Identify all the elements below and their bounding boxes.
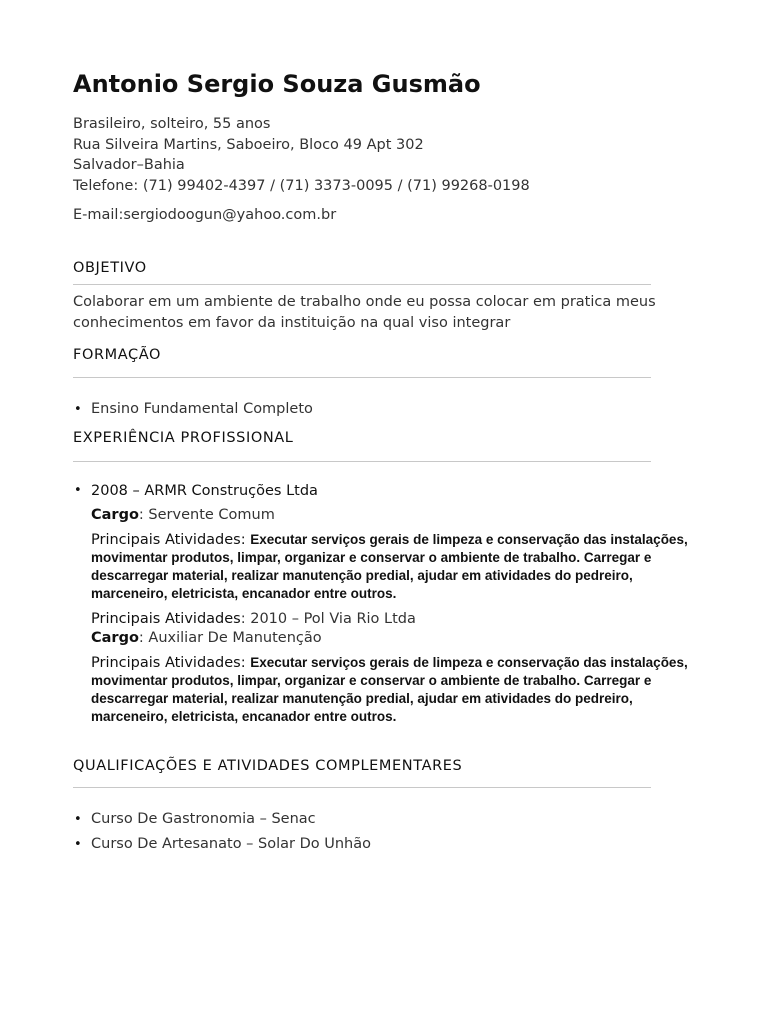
- section-title-qualifications: QUALIFICAÇÕES E ATIVIDADES COMPLEMENTARES: [73, 758, 463, 774]
- phone-numbers: Telefone: (71) 99402-4397 / (71) 3373-0095 / (71) 99268-0198: [73, 177, 530, 194]
- objective-text: Colaborar em um ambiente de trabalho onde eu possa colocar em pratica meus conhecimentos em favor da instituição na qual viso integrar: [73, 294, 656, 331]
- qualifications-list: [73, 807, 371, 857]
- candidate-name: Antonio Sergio Souza Gusmão: [73, 70, 481, 98]
- job-activities: [91, 654, 701, 726]
- activities-separator: :: [240, 655, 251, 671]
- job-title: 2008 – ARMR Construções Ltda: [91, 483, 318, 499]
- bullet-icon: •: [74, 837, 82, 852]
- contact-block: [73, 114, 530, 196]
- job-role: [91, 629, 701, 648]
- bullet-icon: •: [74, 402, 82, 417]
- job-heading: [74, 483, 701, 499]
- section-divider: [73, 377, 651, 378]
- heading-label: Principais Atividades: [91, 611, 241, 627]
- education-list: [73, 397, 313, 422]
- bullet-icon: •: [74, 812, 82, 827]
- role-label: Cargo: [91, 630, 139, 646]
- qualification-item: Curso De Gastronomia – Senac: [91, 811, 316, 827]
- activities-text: Executar serviços gerais de limpeza e conservação das instalações, movimentar produtos, limpar, organizar e conservar o ambiente de trabalho. Carregar e descarregar material, realizar manutenção predial, ajudar em atividades do pedreiro, marceneiro, eletricista, encanador entre outros.: [91, 655, 688, 724]
- section-divider: [73, 787, 651, 788]
- job-title: : 2010 – Pol Via Rio Ltda: [240, 611, 416, 627]
- section-title-education: FORMAÇÃO: [73, 347, 162, 363]
- activities-label: Principais Atividades: [91, 532, 241, 548]
- section-title-objective: OBJETIVO: [73, 260, 147, 276]
- list-item: [74, 832, 371, 857]
- email-address: E-mail:sergiodoogun@yahoo.com.br: [73, 207, 337, 223]
- list-item: [74, 807, 371, 832]
- address-city: Salvador–Bahia: [73, 157, 185, 173]
- role-value: : Auxiliar De Manutenção: [138, 630, 322, 646]
- list-item: [74, 397, 313, 422]
- experience-entry: [74, 483, 701, 726]
- role-label: Cargo: [91, 507, 139, 523]
- qualification-item: Curso De Artesanato – Solar Do Unhão: [91, 836, 371, 852]
- address-street: Rua Silveira Martins, Saboeiro, Bloco 49 Apt 302: [73, 136, 424, 153]
- activities-label: Principais Atividades: [91, 655, 241, 671]
- job-role: [91, 506, 701, 525]
- section-divider: [73, 284, 651, 285]
- education-item: Ensino Fundamental Completo: [91, 401, 313, 417]
- section-title-experience: EXPERIÊNCIA PROFISSIONAL: [73, 430, 294, 446]
- job-activities: [91, 531, 701, 603]
- job-heading-2: [91, 610, 701, 629]
- role-value: : Servente Comum: [138, 507, 275, 523]
- personal-info: Brasileiro, solteiro, 55 anos: [73, 116, 271, 132]
- section-divider: [73, 461, 651, 462]
- activities-separator: :: [240, 532, 251, 548]
- activities-text: Executar serviços gerais de limpeza e conservação das instalações, movimentar produtos, limpar, organizar e conservar o ambiente de trabalho. Carregar e descarregar material, realizar manutenção predial, ajudar em atividades do pedreiro, marceneiro, eletricista, encanador entre outros.: [91, 532, 688, 601]
- bullet-icon: •: [74, 483, 82, 498]
